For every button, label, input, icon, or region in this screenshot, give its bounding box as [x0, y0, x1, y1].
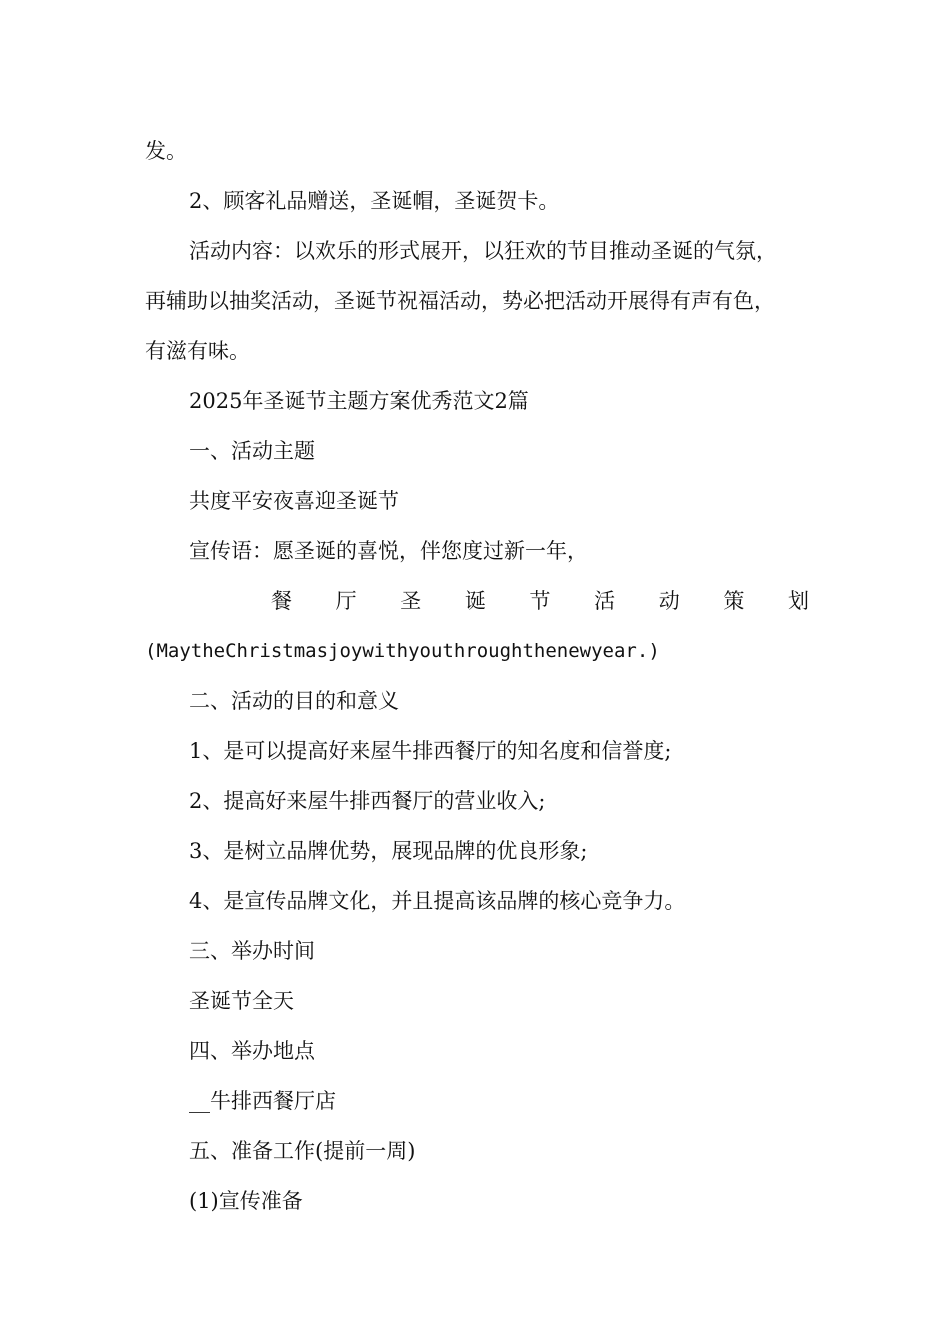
spaced-char: 动: [658, 589, 680, 613]
paragraph-line: __牛排西餐厅店: [189, 1089, 336, 1113]
list-item: 4、是宣传品牌文化，并且提高该品牌的核心竞争力。: [189, 889, 686, 913]
list-item: 2、提高好来屋牛排西餐厅的营业收入;: [189, 789, 546, 813]
spaced-char: 划: [788, 589, 809, 613]
paragraph-line: 共度平安夜喜迎圣诞节: [189, 489, 399, 513]
spaced-char: 厅: [335, 589, 357, 613]
heading-line: 三、举办时间: [189, 939, 315, 963]
paragraph-line: 活动内容：以欢乐的形式展开，以狂欢的节目推动圣诞的气氛，: [189, 239, 777, 263]
spaced-char: 节: [529, 589, 551, 613]
heading-line: 二、活动的目的和意义: [189, 689, 399, 713]
paragraph-line: 圣诞节全天: [189, 989, 294, 1013]
heading-line: 一、活动主题: [189, 439, 315, 463]
english-slogan: (MaytheChristmasjoywithyouthroughthenewyear.): [145, 640, 660, 662]
paragraph-line: 有滋有味。: [145, 339, 250, 363]
spaced-char: 活: [594, 589, 616, 613]
spaced-char: 餐: [271, 589, 292, 613]
heading-line: 五、准备工作(提前一周): [189, 1139, 416, 1163]
paragraph-line: 再辅助以抽奖活动，圣诞节祝福活动，势必把活动开展得有声有色，: [145, 289, 775, 313]
spaced-char: 诞: [464, 589, 486, 613]
sub-heading-line: (1)宣传准备: [189, 1189, 303, 1213]
list-item: 1、是可以提高好来屋牛排西餐厅的知名度和信誉度;: [189, 739, 672, 763]
spaced-heading: [189, 586, 809, 616]
paragraph-line: 宣传语：愿圣诞的喜悦，伴您度过新一年，: [189, 539, 588, 563]
section-title: 2025年圣诞节主题方案优秀范文2篇: [189, 389, 529, 413]
spaced-char: 圣: [400, 589, 422, 613]
list-item: 3、是树立品牌优势，展现品牌的优良形象;: [189, 839, 588, 863]
paragraph-line: 2、顾客礼品赠送，圣诞帽，圣诞贺卡。: [189, 189, 560, 213]
paragraph-line: 发。: [145, 139, 187, 163]
heading-line: 四、举办地点: [189, 1039, 315, 1063]
spaced-char: 策: [723, 589, 745, 613]
